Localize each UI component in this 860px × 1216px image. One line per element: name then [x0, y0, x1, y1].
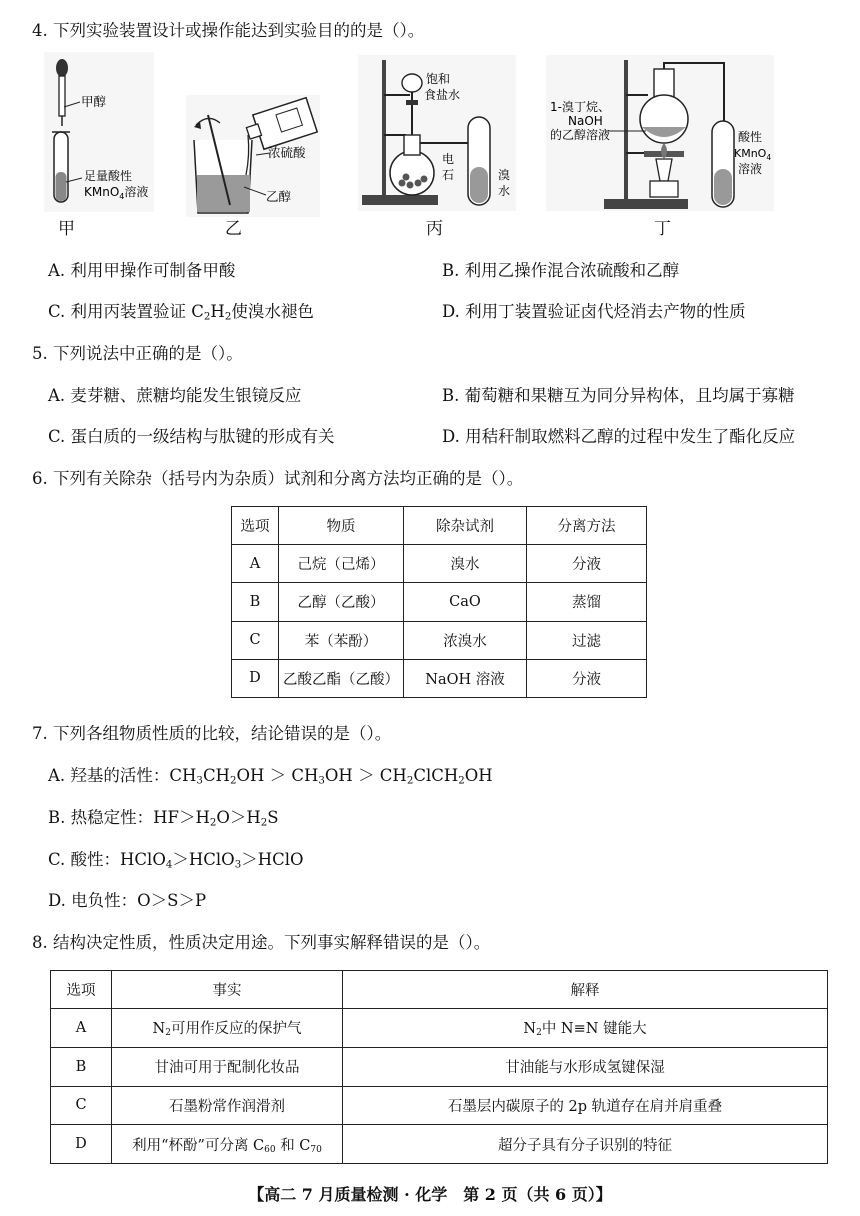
q8-stem: 8. 结构决定性质，性质决定用途。下列事实解释错误的是（）。: [32, 933, 491, 952]
caption-bing: 丙: [426, 219, 443, 239]
table-cell: 溴水: [404, 545, 527, 583]
table-cell: B: [232, 583, 279, 621]
table-cell: 蒸馏: [527, 583, 647, 621]
header-cell: 选项: [51, 971, 112, 1009]
q5-option-b: B. 葡萄糖和果糖互为同分异构体，且均属于寡糖: [442, 386, 795, 405]
table-cell: 石墨粉常作润滑剂: [112, 1086, 343, 1125]
table-row: [232, 583, 647, 621]
table-cell: A: [232, 545, 279, 583]
table-cell: 乙醇（乙酸）: [279, 583, 404, 621]
svg-text:饱和: 饱和: [426, 72, 451, 86]
svg-text:水: 水: [498, 184, 511, 198]
q5-stem: 5. 下列说法中正确的是（）。: [32, 344, 243, 363]
caption-jia: 甲: [58, 219, 75, 239]
table-cell: 己烷（己烯）: [279, 545, 404, 583]
table-row: [232, 659, 647, 697]
q7-option-a: A. 羟基的活性：$CH_3CH_2OH > CH_3OH$ ＞ $CH_2ClCH_2OH$: [48, 766, 493, 787]
q6-stem: 6. 下列有关除杂（括号内为杂质）试剂和分离方法均正确的是（）。: [32, 469, 524, 488]
figure-ding: [546, 55, 778, 215]
table-cell: C: [232, 621, 279, 659]
svg-text:酸性: 酸性: [738, 130, 763, 144]
svg-text:足量酸性: 足量酸性: [84, 169, 133, 183]
table-cell: 甘油能与水形成氢键保湿: [343, 1047, 828, 1086]
figure-bing: [358, 55, 520, 215]
table-cell: D: [232, 659, 279, 697]
table-cell: 分液: [527, 545, 647, 583]
table-cell: D: [51, 1125, 112, 1164]
q7-option-c: C. 酸性：HClO$_4$＞HClO$_3$＞HClO: [48, 850, 304, 871]
svg-text:KMnO4: KMnO$_4$: [734, 147, 772, 162]
header-cell: 事实: [112, 971, 343, 1009]
svg-text:食盐水: 食盐水: [424, 88, 461, 102]
header-cell: 分离方法: [527, 507, 647, 545]
table-row: [51, 1047, 828, 1086]
svg-text:溶液: 溶液: [738, 162, 763, 176]
svg-text:1-溴丁烷、: 1-溴丁烷、: [550, 100, 610, 114]
svg-text:的乙醇溶液: 的乙醇溶液: [550, 128, 611, 142]
table-cell: CaO: [404, 583, 527, 621]
svg-text:溴: 溴: [498, 168, 511, 182]
q7-stem: 7. 下列各组物质性质的比较，结论错误的是（）。: [32, 724, 392, 743]
table-cell: $N_2$可用作反应的保护气: [112, 1009, 343, 1048]
q6-table: [231, 506, 647, 698]
table-header-row: [232, 507, 647, 545]
table-cell: 超分子具有分子识别的特征: [343, 1125, 828, 1164]
svg-text:NaOH: NaOH: [568, 114, 603, 128]
svg-text:乙醇: 乙醇: [266, 189, 292, 204]
table-cell: 苯（苯酚）: [279, 621, 404, 659]
q5-option-a: A. 麦芽糖、蔗糖均能发生银镜反应: [48, 386, 302, 405]
q7-option-b: B. 热稳定性：$HF>H_2O>H_2S$: [48, 808, 279, 829]
q5-option-c: C. 蛋白质的一级结构与肽键的形成有关: [48, 427, 335, 446]
caption-yi: 乙: [225, 219, 242, 239]
page-footer: 【高二 7 月质量检测 · 化学 第 2 页（共 6 页）】: [248, 1185, 612, 1204]
q4-option-a: A. 利用甲操作可制备甲酸: [48, 261, 236, 280]
table-row: [232, 545, 647, 583]
table-header-row: [51, 971, 828, 1009]
table-cell: C: [51, 1086, 112, 1125]
svg-text:电: 电: [442, 152, 455, 166]
svg-text:浓硫酸: 浓硫酸: [268, 145, 306, 160]
svg-text:石: 石: [442, 168, 455, 182]
figure-yi: [186, 95, 324, 220]
table-cell: 甘油可用于配制化妆品: [112, 1047, 343, 1086]
table-cell: 利用“杯酚”可分离 $C_{60}$ 和 $C_{70}$: [112, 1125, 343, 1164]
figure-jia: [44, 52, 162, 220]
header-cell: 除杂试剂: [404, 507, 527, 545]
q4-stem: 4. 下列实验装置设计或操作能达到实验目的的是（）。: [32, 21, 425, 40]
q4-option-c: C. 利用丙装置验证 $C_2H_2$使溴水褪色: [48, 302, 314, 323]
table-cell: 浓溴水: [404, 621, 527, 659]
q7-option-d: D. 电负性：O＞S＞P: [48, 891, 207, 910]
table-cell: 乙酸乙酯（乙酸）: [279, 659, 404, 697]
table-cell: 过滤: [527, 621, 647, 659]
q4-option-b: B. 利用乙操作混合浓硫酸和乙醇: [442, 261, 680, 280]
caption-ding: 丁: [654, 219, 671, 239]
table-cell: B: [51, 1047, 112, 1086]
table-row: [51, 1125, 828, 1164]
svg-text:甲醇: 甲醇: [81, 94, 107, 109]
q5-option-d: D. 用秸秆制取燃料乙醇的过程中发生了酯化反应: [442, 427, 796, 446]
header-cell: 解释: [343, 971, 828, 1009]
q8-table: [50, 970, 828, 1164]
header-cell: 物质: [279, 507, 404, 545]
q4-option-d: D. 利用丁装置验证卤代烃消去产物的性质: [442, 302, 746, 321]
table-row: [51, 1009, 828, 1048]
header-cell: 选项: [232, 507, 279, 545]
table-cell: NaOH 溶液: [404, 659, 527, 697]
table-cell: 石墨层内碳原子的 2p 轨道存在肩并肩重叠: [343, 1086, 828, 1125]
table-cell: $N_2$中 N≡N 键能大: [343, 1009, 828, 1048]
dropper-bulb: [56, 59, 68, 77]
table-cell: A: [51, 1009, 112, 1048]
table-row: [51, 1086, 828, 1125]
svg-text:KMnO4溶液: KMnO$_4$溶液: [84, 185, 149, 201]
table-row: [232, 621, 647, 659]
table-cell: 分液: [527, 659, 647, 697]
